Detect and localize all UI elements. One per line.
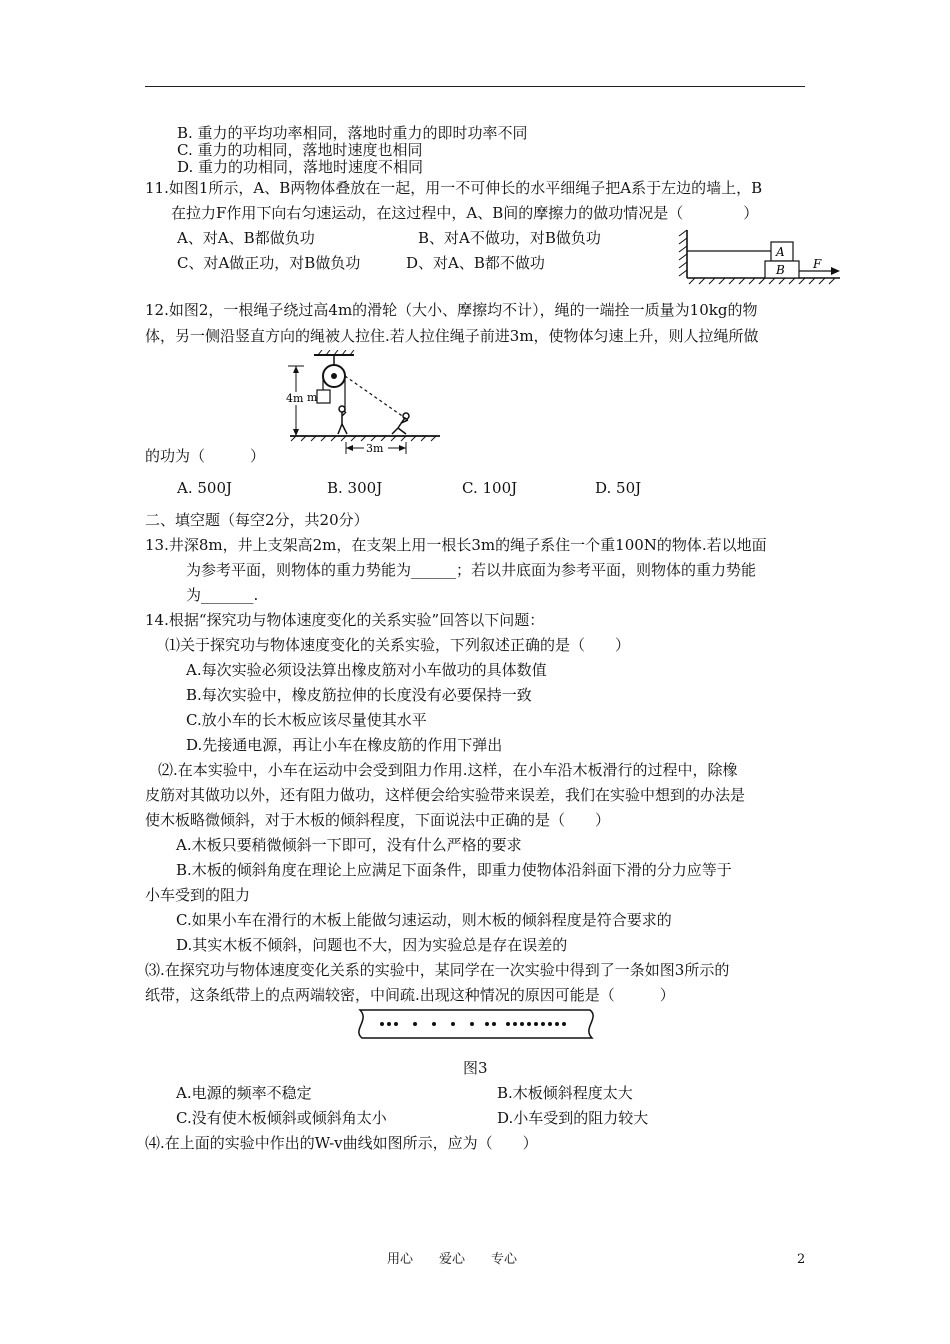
q14-part3-option-d: D.小车受到的阻力较大	[497, 1109, 649, 1127]
q14-part3-option-b: B.木板倾斜程度太大	[497, 1084, 633, 1102]
q12-stem-line1: 12.如图2，一根绳子绕过高4m的滑轮（大小、摩擦均不计），绳的一端拴一质量为10kg的物	[145, 301, 758, 319]
q14-part2-line2: 皮筋对其做功以外，还有阻力做功，这样便会给实验带来误差，我们在实验中想到的办法是	[145, 786, 746, 804]
q14-part3-line2: 纸带，这条纸带上的点两端较密，中间疏.出现这种情况的原因可能是（ ）	[145, 986, 675, 1004]
q14-part1-option-b: B.每次实验中，橡皮筋拉伸的长度没有必要保持一致	[186, 686, 532, 704]
q14-part2-option-a: A.木板只要稍微倾斜一下即可，没有什么严格的要求	[176, 836, 522, 854]
figure-2-pulley	[280, 350, 460, 462]
figure-3-caption: 图3	[463, 1059, 488, 1077]
block-b-label: B	[776, 263, 785, 277]
q12-option-a: A. 500J	[177, 479, 233, 497]
q10-option-b: B. 重力的平均功率相同，落地时重力的即时功率不同	[177, 124, 528, 142]
figure-3-paper-tape	[352, 1006, 600, 1042]
q11-option-b: B、对A不做功，对B做负功	[418, 229, 601, 247]
page-number: 2	[797, 1252, 806, 1267]
q13-stem-line2: 为参考平面，则物体的重力势能为______；若以井底面为参考平面，则物体的重力势能	[186, 561, 757, 579]
q14-part2-option-b-line2: 小车受到的阻力	[145, 886, 251, 904]
q14-part1-option-d: D.先接通电源，再让小车在橡皮筋的作用下弹出	[186, 736, 503, 754]
block-a-label: A	[776, 245, 785, 259]
distance-label: 3m	[366, 442, 384, 455]
q14-part1-option-c: C.放小车的长木板应该尽量使其水平	[186, 711, 427, 729]
q14-part4-stem: ⑷.在上面的实验中作出的W-v曲线如图所示，应为（ ）	[145, 1134, 538, 1152]
q12-stem-line2: 体，另一侧沿竖直方向的绳被人拉住.若人拉住绳子前进3m，使物体匀速上升，则人拉绳所做	[145, 327, 759, 345]
q14-part3-line1: ⑶.在探究功与物体速度变化关系的实验中，某同学在一次实验中得到了一条如图3所示的	[145, 961, 730, 979]
q11-option-a: A、对A、B都做负功	[177, 229, 315, 247]
q10-option-c: C. 重力的功相同，落地时速度也相同	[177, 141, 423, 159]
q14-part1-stem: ⑴关于探究功与物体速度变化的关系实验，下列叙述正确的是（ ）	[165, 636, 631, 654]
q14-part2-option-d: D.其实木板不倾斜，问题也不大，因为实验总是存在误差的	[176, 936, 568, 954]
q14-part1-option-a: A.每次实验必须设法算出橡皮筋对小车做功的具体数值	[186, 661, 547, 679]
q13-stem-line1: 13.井深8m，井上支架高2m，在支架上用一根长3m的绳子系住一个重100N的物体.若以地面	[145, 536, 767, 554]
q14-part2-option-c: C.如果小车在滑行的木板上能做匀速运动，则木板的倾斜程度是符合要求的	[176, 911, 672, 929]
q14-part3-option-c: C.没有使木板倾斜或倾斜角太小	[176, 1109, 387, 1127]
q10-option-d: D. 重力的功相同，落地时速度不相同	[177, 158, 424, 176]
person-start-icon	[338, 406, 347, 434]
q11-option-c: C、对A做正功，对B做负功	[177, 254, 361, 272]
figure-1-blocks	[675, 226, 845, 296]
q12-option-c: C. 100J	[462, 479, 518, 497]
q14-part2-option-b-line1: B.木板的倾斜角度在理论上应满足下面条件，即重力使物体沿斜面下滑的分力应等于	[176, 861, 732, 879]
force-label: F	[813, 257, 822, 271]
section-2-title: 二、填空题（每空2分，共20分）	[145, 511, 369, 529]
mass-label: m	[307, 391, 318, 404]
footer-motto: 用心 爱心 专心	[387, 1252, 518, 1267]
q12-option-d: D. 50J	[595, 479, 642, 497]
mass-block	[317, 390, 330, 403]
q12-stem-line3: 的功为（ ）	[145, 447, 266, 465]
q11-option-d: D、对A、B都不做功	[406, 254, 545, 272]
q14-part2-line3: 使木板略微倾斜，对于木板的倾斜程度，下面说法中正确的是（ ）	[145, 811, 611, 829]
person-end-icon	[392, 413, 409, 434]
force-arrow-icon	[831, 267, 840, 275]
height-label: 4m	[286, 392, 304, 405]
q14-intro: 14.根据“探究功与物体速度变化的关系实验”回答以下问题：	[145, 611, 545, 629]
q11-stem-line1: 11.如图1所示，A、B两物体叠放在一起，用一不可伸长的水平细绳子把A系于左边的墙上，B	[145, 179, 763, 197]
header-rule	[145, 86, 805, 87]
q14-part3-option-a: A.电源的频率不稳定	[176, 1084, 312, 1102]
q11-stem-line2: 在拉力F作用下向右匀速运动，在这过程中，A、B间的摩擦力的做功情况是（ ）	[171, 204, 759, 222]
q12-option-b: B. 300J	[327, 479, 383, 497]
q13-stem-line3: 为_______.	[186, 586, 259, 604]
q14-part2-line1: ⑵.在本实验中，小车在运动中会受到阻力作用.这样，在小车沿木板滑行的过程中，除橡	[158, 761, 738, 779]
